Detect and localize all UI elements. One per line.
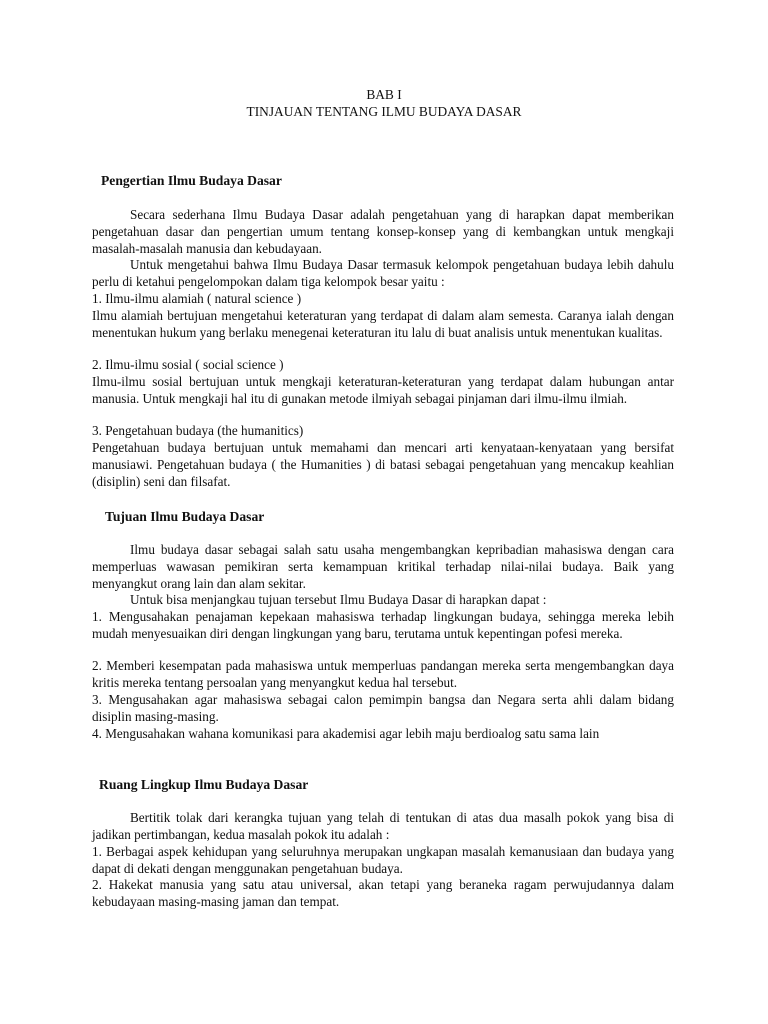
list-item: 2. Hakekat manusia yang satu atau universal, akan tetapi yang beraneka ragam perwujudannya dalam kebudayaan masing-masing jaman dan tempat.	[92, 877, 674, 909]
list-item: 3. Mengusahakan agar mahasiswa sebagai calon pemimpin bangsa dan Negara serta ahli dalam bidang disiplin masing-masing.	[92, 692, 674, 724]
list-item: 1. Mengusahakan penajaman kepekaan mahasiswa terhadap lingkungan budaya, sehingga mereka lebih mudah menyesuaikan diri dengan lingkungan yang baru, terutama untuk kepentingan pofesi mereka.	[92, 609, 674, 641]
list-item-title: 3. Pengetahuan budaya (the humanitics)	[92, 423, 304, 438]
chapter-title: TINJAUAN TENTANG ILMU BUDAYA DASAR	[246, 104, 522, 119]
section-heading-tujuan: Tujuan Ilmu Budaya Dasar	[105, 509, 265, 524]
paragraph: Ilmu budaya dasar sebagai salah satu usaha mengembangkan kepribadian mahasiswa dengan cara memperluas wawasan pemikiran serta kemampuan kritikal terhadap nilai-nilai budaya. Baik yang menyangkut orang lain dan alam sekitar.	[92, 542, 674, 591]
list-item-title: 2. Ilmu-ilmu sosial ( social science )	[92, 357, 284, 372]
paragraph: Bertitik tolak dari kerangka tujuan yang telah di tentukan di atas dua masalh pokok yang bisa di jadikan pertimbangan, kedua masalah pokok itu adalah :	[92, 810, 674, 842]
section-heading-pengertian: Pengertian Ilmu Budaya Dasar	[101, 173, 282, 188]
list-item-text: Ilmu alamiah bertujuan mengetahui keteraturan yang terdapat di dalam alam semesta. Caranya ialah dengan menentukan hukum yang berlaku menegenai keteraturan itu lalu di buat analisis untuk menentukan kualitas.	[92, 308, 674, 340]
chapter-label: BAB I	[366, 87, 402, 102]
section-heading-ruang-lingkup: Ruang Lingkup Ilmu Budaya Dasar	[99, 777, 309, 792]
paragraph: Untuk mengetahui bahwa Ilmu Budaya Dasar termasuk kelompok pengetahuan budaya lebih dahulu perlu di ketahui pengelompokan dalam tiga kelompok besar yaitu :	[92, 257, 674, 289]
paragraph: Untuk bisa menjangkau tujuan tersebut Ilmu Budaya Dasar di harapkan dapat :	[130, 592, 547, 607]
list-item-text: Pengetahuan budaya bertujuan untuk memahami dan mencari arti kenyataan-kenyataan yang bersifat manusiawi. Pengetahuan budaya ( the Humanities ) di batasi sebagai pengetahuan yang mencakup keahlian (disiplin) seni dan filsafat.	[92, 440, 674, 489]
list-item-text: Ilmu-ilmu sosial bertujuan untuk mengkaji keteraturan-keteraturan yang terdapat dalam hubungan antar manusia. Untuk mengkaji hal itu di gunakan metode ilmiyah sebagai pinjaman dari ilmu-ilmu ilmiah.	[92, 374, 674, 406]
list-item: 4. Mengusahakan wahana komunikasi para akademisi agar lebih maju berdioalog satu sama lain	[92, 726, 600, 741]
list-item-title: 1. Ilmu-ilmu alamiah ( natural science )	[92, 291, 302, 306]
list-item: 2. Memberi kesempatan pada mahasiswa untuk memperluas pandangan mereka serta mengembangkan daya kritis mereka tentang persoalan yang menyangkut kedua hal tersebut.	[92, 658, 674, 690]
paragraph: Secara sederhana Ilmu Budaya Dasar adalah pengetahuan yang di harapkan dapat memberikan pengetahuan dasar dan pengertian umum tentang konsep-konsep yang di kembangkan untuk mengkaji masalah-masalah manusia dan kebudayaan.	[92, 207, 674, 256]
list-item: 1. Berbagai aspek kehidupan yang seluruhnya merupakan ungkapan masalah kemanusiaan dan budaya yang dapat di dekati dengan menggunakan pengetahuan budaya.	[92, 844, 674, 876]
